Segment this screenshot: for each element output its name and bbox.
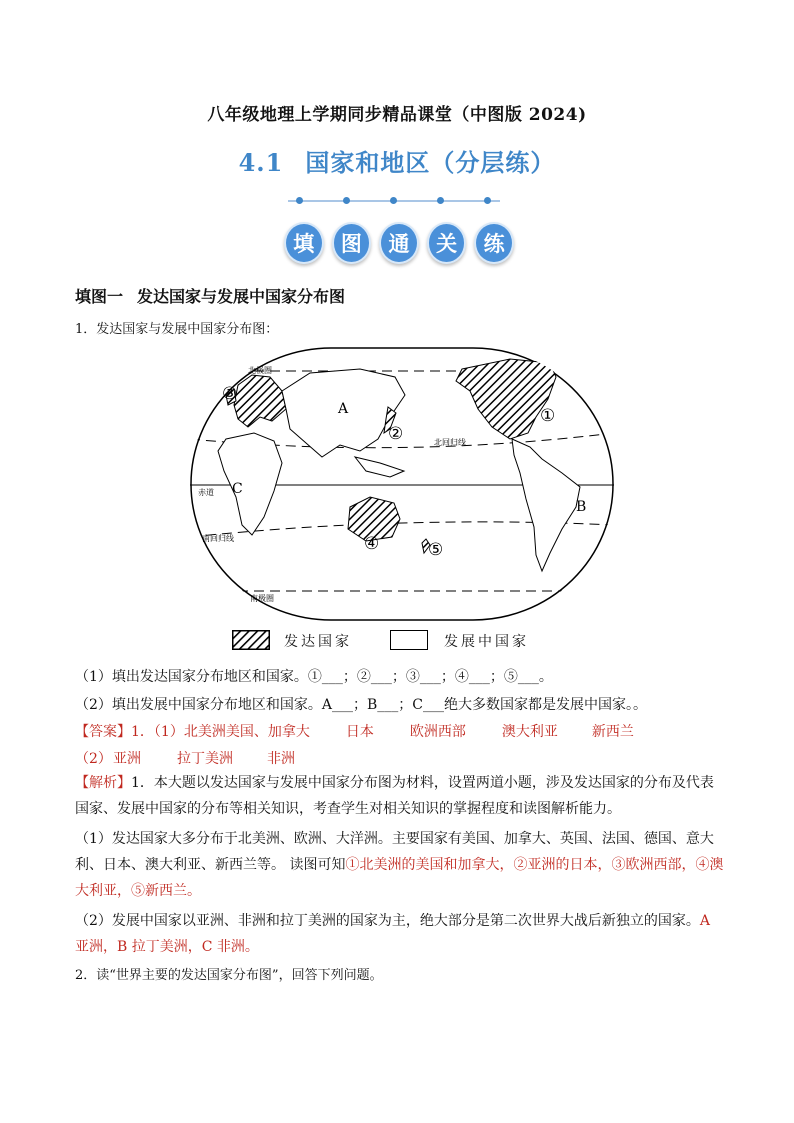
- map-label-b: B: [576, 499, 587, 515]
- question-1-stem: 1．发达国家与发展中国家分布图：: [75, 322, 279, 337]
- analysis-intro: [75, 770, 725, 822]
- answer-prefix-2: （2）: [75, 751, 112, 767]
- world-map-svg: [190, 347, 614, 621]
- answer-line-1: [75, 721, 634, 741]
- analysis-intro-text: 1．本大题以发达国家与发展中国家分布图为材料，设置两道小题，涉及发达国家的分布及代表国家、发展中国家的分布等相关知识，考查学生对相关知识的掌握程度和读图解析能力。: [75, 775, 714, 817]
- map-legend: [232, 628, 572, 654]
- lesson-number: 4.1: [238, 148, 284, 177]
- rule-dot: [296, 197, 303, 204]
- answer-item: 欧洲西部: [409, 724, 466, 740]
- answer-tag: 【答案】: [75, 724, 131, 740]
- world-map-figure: [190, 347, 614, 621]
- legend-swatch-developing: [390, 630, 428, 650]
- tropic-capricorn-label: 南回归线: [202, 534, 234, 543]
- decorative-dotted-rule: [288, 200, 500, 202]
- rule-dot: [343, 197, 350, 204]
- map-marker-3: ③: [222, 384, 238, 404]
- answer-item: 日本: [345, 724, 374, 740]
- legend-label-developing: 发展中国家: [444, 634, 529, 650]
- question-2-stem: 2．读“世界主要的发达国家分布图”，回答下列问题。: [75, 968, 383, 983]
- map-label-a: A: [338, 401, 349, 417]
- question-1-sub-1: （1）填出发达国家分布地区和国家。①___；②___；③___；④___；⑤___。: [75, 669, 553, 685]
- lesson-name: 国家和地区（分层练）: [305, 148, 556, 177]
- section-title-text: 发达国家与发展中国家分布图: [137, 287, 346, 306]
- map-label-c: C: [232, 481, 243, 497]
- rule-dot: [390, 197, 397, 204]
- analysis-part-2-text: （2）发展中国家以亚洲、非洲和拉丁美洲的国家为主，绝大部分是第二次世界大战后新独立的国家。: [75, 913, 700, 929]
- antarctic-circle-label: 南极圈: [250, 594, 274, 603]
- analysis-part-1-answer: ①北美洲的美国和加拿大，②亚洲的日本，③欧洲西部，④澳大利亚，⑤新西兰。: [75, 857, 724, 899]
- section-label: 填图一: [75, 287, 124, 306]
- map-marker-5: ⑤: [428, 540, 444, 560]
- rule-dot: [484, 197, 491, 204]
- badge-char: 练: [474, 222, 514, 264]
- answer-item: 澳大利亚: [501, 724, 558, 740]
- document-header-title: 八年级地理上学期同步精品课堂（中图版 2024): [207, 105, 587, 125]
- analysis-tag: 【解析】: [75, 775, 131, 791]
- analysis-part-2-answer: A 亚洲，B 拉丁美洲，C 非洲。: [75, 913, 711, 955]
- answer-item: 北美洲美国、加拿大: [183, 724, 310, 740]
- badge-char: 图: [332, 222, 372, 264]
- section-heading: [75, 284, 345, 307]
- badge-char: 通: [379, 222, 419, 264]
- tropic-cancer-label: 北回归线: [434, 438, 466, 447]
- arctic-circle-label: 北极圈: [248, 366, 272, 375]
- map-marker-1: ①: [540, 406, 556, 426]
- map-marker-2: ②: [388, 424, 404, 444]
- badge-char: 关: [427, 222, 467, 264]
- answer-prefix: 1．（1）: [131, 724, 184, 740]
- answer-item: 新西兰: [591, 724, 634, 740]
- answer-item: 拉丁美洲: [177, 751, 233, 767]
- map-marker-4: ④: [364, 534, 380, 554]
- analysis-part-2: [75, 908, 725, 960]
- answer-item: 亚洲: [113, 751, 141, 767]
- rule-dot: [437, 197, 444, 204]
- answer-line-2: [75, 748, 295, 768]
- practice-badges: [284, 222, 514, 266]
- equator-label: 赤道: [198, 488, 214, 497]
- analysis-part-1: [75, 826, 725, 904]
- legend-swatch-developed: [232, 630, 270, 650]
- answer-item: 非洲: [267, 751, 295, 767]
- badge-char: 填: [284, 222, 324, 264]
- question-1-sub-2: （2）填出发展中国家分布地区和国家。A___；B___；C___绝大多数国家都是发展中国家。。: [75, 697, 648, 713]
- lesson-title: [0, 143, 794, 178]
- legend-label-developed: 发达国家: [284, 634, 352, 650]
- analysis-part-1-text: （1）发达国家大多分布于北美洲、欧洲、大洋洲。主要国家有美国、加拿大、英国、法国、德国、意大利、日本、澳大利亚、新西兰等。 读图可知: [75, 831, 714, 873]
